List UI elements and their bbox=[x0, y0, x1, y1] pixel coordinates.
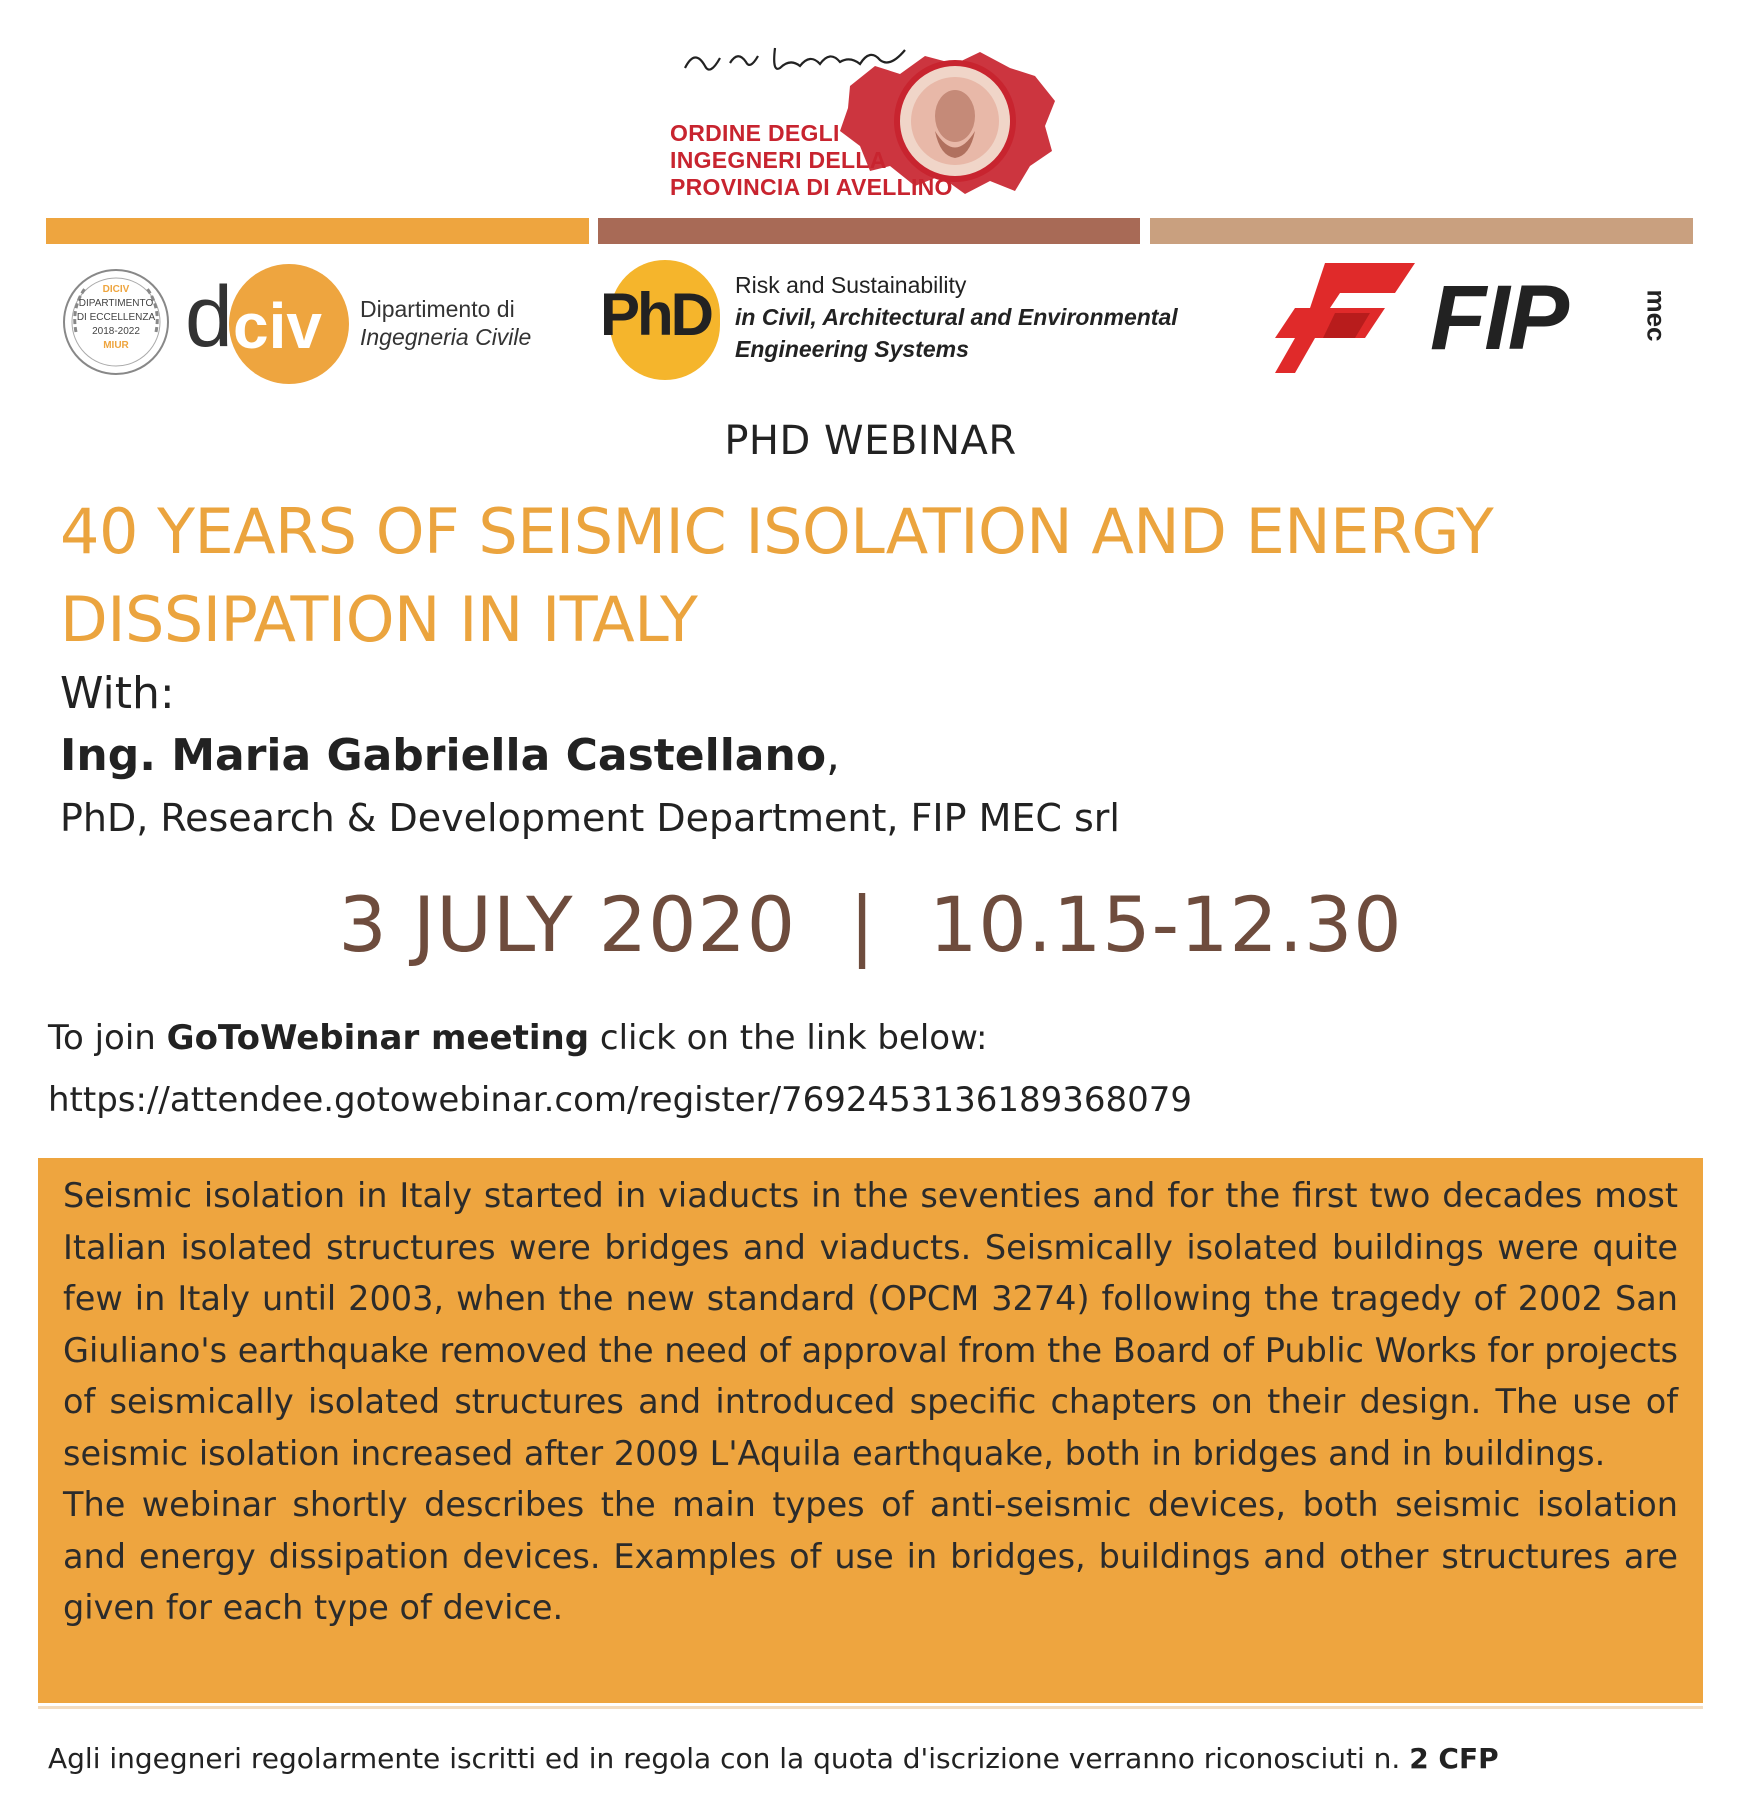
date-separator: | bbox=[849, 880, 876, 969]
event-time: 10.15-12.30 bbox=[929, 880, 1403, 969]
cfp-credit-note bbox=[48, 1742, 1499, 1775]
webinar-kicker: PHD WEBINAR bbox=[724, 418, 1017, 464]
seal-line-2: DIPARTIMENTO bbox=[78, 298, 154, 309]
signature-icon bbox=[680, 28, 930, 88]
cfp-credits: 2 CFP bbox=[1409, 1742, 1499, 1775]
cfp-note-text: Agli ingegneri regolarmente iscritti ed in regola con la quota d'iscrizione verranno riconosciuti n. bbox=[48, 1742, 1410, 1775]
join-prefix: To join bbox=[48, 1018, 167, 1058]
title-line-1: 40 YEARS OF SEISMIC ISOLATION AND ENERGY bbox=[60, 495, 1494, 568]
order-line-2: INGEGNERI DELLA bbox=[670, 147, 887, 173]
divider-bar-brown bbox=[598, 218, 1140, 244]
speaker-comma: , bbox=[826, 730, 841, 781]
registration-link[interactable]: https://attendee.gotowebinar.com/register/7692453136189368079 bbox=[48, 1080, 1193, 1120]
fip-cross-icon bbox=[1275, 258, 1425, 383]
seal-line-1: DICIV bbox=[102, 284, 130, 295]
diciv-name-line-1: Dipartimento di bbox=[360, 296, 515, 322]
order-line-3: PROVINCIA DI AVELLINO bbox=[670, 174, 953, 200]
abstract-bottom-rule bbox=[38, 1706, 1703, 1709]
phd-line-1: Risk and Sustainability bbox=[735, 272, 967, 298]
phd-line-3: Engineering Systems bbox=[735, 336, 969, 362]
speaker-name-line bbox=[60, 730, 840, 781]
diciv-name-line-2: Ingegneria Civile bbox=[360, 324, 532, 350]
speaker-role: PhD, Research & Development Department, FIP MEC srl bbox=[60, 796, 1120, 840]
abstract-paragraph-1: Seismic isolation in Italy started in viaducts in the seventies and for the first two decades most Italian isolated structures were bridges and viaducts. Seismically isolated buildings were quite few in Italy until 2003, when the new standard (OPCM 3274) following the tragedy of 2002 San Giuliano's earthquake removed the need of approval from the Board of Public Works for projects of seismically isolated structures and introduced specific chapters on their design. The use of seismic isolation increased after 2009 L'Aquila earthquake, both in bridges and in buildings. bbox=[63, 1176, 1678, 1473]
fip-suffix: mec bbox=[1641, 289, 1672, 342]
phd-line-2: in Civil, Architectural and Environmental bbox=[735, 304, 1178, 330]
excellence-seal-logo bbox=[56, 262, 176, 382]
event-date: 3 JULY 2020 bbox=[338, 880, 797, 969]
divider-bar-tan bbox=[1150, 218, 1693, 244]
phd-mark: PhD bbox=[600, 281, 711, 348]
join-suffix: click on the link below: bbox=[589, 1018, 988, 1058]
fip-mec-logo bbox=[1275, 258, 1695, 388]
seal-line-4: 2018-2022 bbox=[92, 326, 140, 337]
seal-line-3: DI ECCELLENZA bbox=[76, 312, 156, 323]
join-platform: GoToWebinar meeting bbox=[166, 1018, 590, 1058]
webinar-title bbox=[60, 488, 1680, 664]
title-line-2: DISSIPATION IN ITALY bbox=[60, 583, 698, 656]
seal-line-5: MIUR bbox=[103, 340, 129, 351]
with-label: With: bbox=[60, 668, 175, 719]
join-instructions bbox=[48, 1018, 988, 1058]
diciv-logo bbox=[185, 262, 575, 387]
abstract-paragraph-2: The webinar shortly describes the main types of anti-seismic devices, both seismic isolation and energy dissipation devices. Examples of use in bridges, buildings and other structures are given for each type of device. bbox=[63, 1485, 1678, 1627]
speaker-name: Ing. Maria Gabriella Castellano bbox=[60, 730, 827, 781]
divider-bar-orange bbox=[46, 218, 589, 244]
fip-name: FIP bbox=[1430, 267, 1568, 369]
date-time-line bbox=[0, 880, 1741, 969]
order-line-1: ORDINE DEGLI bbox=[670, 120, 840, 146]
phd-program-logo bbox=[600, 260, 1240, 390]
abstract-box bbox=[38, 1158, 1703, 1703]
abstract-text bbox=[63, 1170, 1678, 1634]
order-of-engineers-logo bbox=[670, 28, 1070, 208]
diciv-mark-civ: civ bbox=[233, 290, 322, 362]
diciv-mark-d: d bbox=[185, 269, 233, 365]
signature-text bbox=[670, 28, 671, 29]
